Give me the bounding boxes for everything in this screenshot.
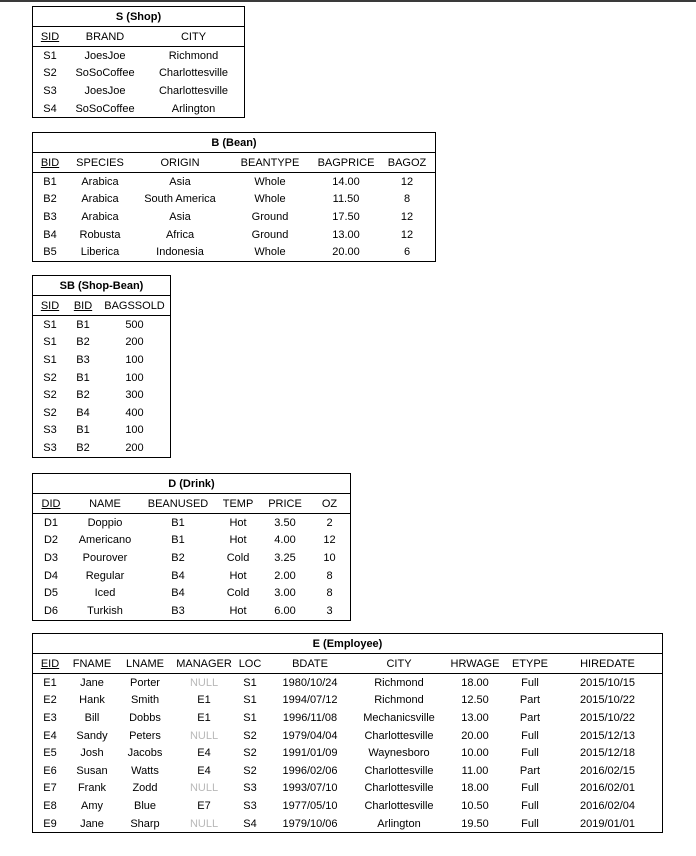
table-cell: E7 [43, 782, 57, 795]
table-cell: Dobbs [129, 711, 161, 724]
table-row [33, 386, 170, 404]
table-cell: 2016/02/04 [579, 799, 636, 812]
table-cell: 12.50 [461, 694, 489, 707]
table-cell: E1 [197, 711, 211, 724]
table-cell: S1 [43, 336, 57, 349]
column-header: CITY [143, 27, 244, 47]
table-cell: D5 [43, 587, 59, 600]
table-cell: Sharp [130, 817, 160, 830]
table-cell: 300 [125, 389, 144, 402]
table-cell: S4 [243, 817, 257, 830]
table-cell: B1 [171, 534, 185, 547]
table-row [33, 191, 435, 209]
table-cell: S1 [243, 694, 257, 707]
table-cell: B1 [171, 516, 185, 529]
column-header: BID [33, 153, 67, 173]
table-cell: 6 [403, 246, 411, 259]
table-cell: 100 [125, 371, 144, 384]
table-cell: Full [521, 729, 539, 742]
table-row [33, 797, 662, 815]
table-cell: 2015/12/18 [579, 747, 636, 760]
table-cell: 12 [400, 228, 414, 241]
table-cell: S2 [243, 729, 257, 742]
column-header: SPECIES [67, 153, 133, 173]
table-row [33, 173, 435, 191]
table-cell: S2 [43, 406, 57, 419]
table-cell: Jane [80, 676, 104, 689]
table-cell: South America [144, 193, 216, 206]
table-cell: Porter [130, 676, 160, 689]
table-cell: Turkish [87, 604, 123, 617]
table-cell: Asia [169, 210, 191, 223]
table-cell: Hot [229, 604, 247, 617]
table-row [33, 47, 244, 65]
table-cell: Arlington [377, 817, 421, 830]
table-row [33, 709, 662, 727]
table-cell: Richmond [374, 694, 424, 707]
table-cell: Charlottesville [364, 764, 434, 777]
table-cell: Sandy [76, 729, 108, 742]
table-cell: B5 [43, 246, 57, 259]
table-cell: 1993/07/10 [282, 782, 338, 795]
table-cell: Cold [226, 587, 250, 600]
table-cell: Frank [77, 782, 107, 795]
table-cell: Whole [254, 193, 286, 206]
table-cell: SoSoCoffee [75, 67, 135, 80]
table-cell: 2015/10/22 [579, 694, 636, 707]
table-cell: S4 [43, 102, 57, 115]
table-cell: 200 [125, 441, 144, 454]
table-cell: NULL [189, 782, 219, 795]
table-cell: E6 [43, 764, 57, 777]
table-cell: Charlottesville [364, 799, 434, 812]
table-cell: Part [519, 764, 541, 777]
table-cell: 3 [326, 604, 333, 617]
table-cell: 3.50 [274, 516, 296, 529]
column-header: DID [33, 494, 69, 514]
table-cell: D3 [43, 551, 59, 564]
column-header: BAGSSOLD [99, 296, 170, 316]
table-cell: Iced [94, 587, 116, 600]
table-cell: 18.00 [461, 782, 489, 795]
table-cell: D1 [43, 516, 59, 529]
table-cell: 17.50 [332, 210, 360, 223]
column-header: ORIGIN [133, 153, 227, 173]
table-cell: Josh [80, 747, 104, 760]
table-cell: E8 [43, 799, 57, 812]
table-row [33, 744, 662, 762]
table-cell: Full [521, 676, 539, 689]
table-cell: B2 [76, 336, 90, 349]
employee-table [32, 633, 663, 833]
table-row [33, 82, 244, 100]
column-header: PRICE [261, 494, 309, 514]
table-cell: E4 [197, 764, 211, 777]
table-cell: Richmond [374, 676, 424, 689]
table-cell: 12 [400, 175, 414, 188]
header-row [33, 296, 170, 316]
table-cell: B4 [43, 228, 57, 241]
table-cell: Jacobs [127, 747, 163, 760]
table-cell: Full [521, 782, 539, 795]
table-cell: 200 [125, 336, 144, 349]
table-cell: B2 [76, 389, 90, 402]
table-cell: Peters [129, 729, 161, 742]
table-cell: 6.00 [274, 604, 296, 617]
table-cell: S2 [243, 747, 257, 760]
table-cell: 8 [326, 587, 333, 600]
table-cell: Asia [169, 175, 191, 188]
table-cell: B4 [171, 587, 185, 600]
table-cell: S2 [43, 67, 57, 80]
table-title: S (Shop) [33, 7, 244, 27]
table-cell: 11.00 [461, 764, 489, 777]
table-cell: Arlington [171, 102, 216, 115]
table-row [33, 334, 170, 352]
table-cell: Doppio [87, 516, 123, 529]
table-cell: S1 [43, 49, 57, 62]
table-row [33, 439, 170, 457]
column-header: BAGOZ [379, 153, 435, 173]
table-cell: Zodd [132, 782, 158, 795]
table-cell: Whole [254, 246, 286, 259]
table-cell: Full [521, 817, 539, 830]
table-cell: NULL [189, 817, 219, 830]
table-cell: SoSoCoffee [75, 102, 135, 115]
table-cell: Liberica [80, 246, 120, 259]
table-row [33, 602, 350, 620]
table-row [33, 226, 435, 244]
table-cell: B4 [76, 406, 90, 419]
table-cell: E3 [43, 711, 57, 724]
table-cell: Amy [81, 799, 103, 812]
table-cell: B3 [43, 210, 57, 223]
table-cell: 1994/07/12 [282, 694, 338, 707]
drink-table [32, 473, 351, 621]
table-cell: Hot [229, 516, 247, 529]
table-cell: S3 [243, 782, 257, 795]
table-cell: 2015/10/22 [579, 711, 636, 724]
column-header: LNAME [117, 654, 173, 674]
header-row [33, 153, 435, 173]
table-cell: S2 [43, 371, 57, 384]
table-row [33, 243, 435, 261]
table-title-row [33, 474, 350, 494]
table-cell: B3 [76, 353, 90, 366]
table-title-row [33, 276, 170, 296]
table-cell: Arabica [81, 210, 119, 223]
table-row [33, 674, 662, 692]
table-cell: Part [519, 711, 541, 724]
column-header: SID [33, 296, 67, 316]
table-row [33, 762, 662, 780]
table-cell: 2015/12/13 [579, 729, 636, 742]
table-cell: E7 [197, 799, 211, 812]
table-cell: 8 [403, 193, 411, 206]
table-title: D (Drink) [33, 474, 350, 494]
table-cell: 400 [125, 406, 144, 419]
table-title: SB (Shop-Bean) [33, 276, 170, 296]
column-header: OZ [309, 494, 350, 514]
table-cell: JoesJoe [84, 49, 126, 62]
table-row [33, 316, 170, 334]
table-cell: E4 [197, 747, 211, 760]
top-border [0, 0, 696, 2]
table-cell: E9 [43, 817, 57, 830]
table-cell: 19.50 [461, 817, 489, 830]
table-cell: 20.00 [461, 729, 489, 742]
table-cell: B2 [76, 441, 90, 454]
table-cell: D4 [43, 569, 59, 582]
table-row [33, 208, 435, 226]
column-header: MANAGER [173, 654, 235, 674]
table-cell: Susan [76, 764, 108, 777]
table-title-row [33, 634, 662, 654]
table-title: E (Employee) [33, 634, 662, 654]
table-cell: Arabica [81, 193, 119, 206]
table-cell: 100 [125, 424, 144, 437]
table-cell: Africa [165, 228, 195, 241]
table-cell: B3 [171, 604, 185, 617]
table-row [33, 514, 350, 532]
table-cell: Blue [133, 799, 157, 812]
table-row [33, 351, 170, 369]
column-header: HRWAGE [443, 654, 507, 674]
table-cell: Full [521, 799, 539, 812]
table-cell: B1 [76, 371, 90, 384]
table-cell: Indonesia [156, 246, 204, 259]
column-header: BID [67, 296, 99, 316]
table-cell: Charlottesville [364, 782, 434, 795]
table-cell: Part [519, 694, 541, 707]
table-row [33, 100, 244, 118]
table-cell: D2 [43, 534, 59, 547]
table-cell: B2 [43, 193, 57, 206]
table-cell: JoesJoe [84, 84, 126, 97]
column-header: TEMP [215, 494, 261, 514]
table-cell: 13.00 [332, 228, 360, 241]
table-cell: Richmond [168, 49, 219, 62]
table-cell: S1 [43, 318, 57, 331]
table-cell: 1979/04/04 [282, 729, 338, 742]
table-cell: Cold [226, 551, 250, 564]
table-cell: E4 [43, 729, 57, 742]
table-cell: S1 [243, 676, 257, 689]
table-cell: Watts [131, 764, 159, 777]
table-row [33, 549, 350, 567]
table-cell: 10 [323, 551, 336, 564]
table-cell: S2 [243, 764, 257, 777]
table-cell: D6 [43, 604, 59, 617]
table-cell: B4 [171, 569, 185, 582]
table-cell: E1 [43, 676, 57, 689]
table-cell: Ground [251, 228, 289, 241]
table-row [33, 727, 662, 745]
table-cell: Ground [251, 210, 289, 223]
column-header: BEANUSED [141, 494, 215, 514]
table-cell: Hot [229, 534, 247, 547]
table-cell: B1 [76, 424, 90, 437]
table-cell: E5 [43, 747, 57, 760]
column-header: BRAND [67, 27, 143, 47]
shop-table [32, 6, 245, 118]
column-header: BAGPRICE [313, 153, 379, 173]
table-cell: Charlottesville [364, 729, 434, 742]
table-cell: B1 [43, 175, 57, 188]
table-cell: E2 [43, 694, 57, 707]
table-cell: Hank [79, 694, 105, 707]
table-cell: Whole [254, 175, 286, 188]
table-cell: E1 [197, 694, 211, 707]
table-cell: 1996/11/08 [282, 711, 338, 724]
header-row [33, 494, 350, 514]
table-cell: S3 [43, 84, 57, 97]
table-cell: Waynesboro [368, 747, 430, 760]
table-cell: 2015/10/15 [579, 676, 636, 689]
table-title-row [33, 7, 244, 27]
header-row [33, 27, 244, 47]
table-cell: NULL [189, 729, 219, 742]
column-header: LOC [235, 654, 265, 674]
table-cell: NULL [189, 676, 219, 689]
column-header: CITY [355, 654, 443, 674]
table-cell: 11.50 [332, 193, 360, 206]
table-cell: Smith [130, 694, 160, 707]
table-cell: 100 [125, 353, 144, 366]
table-title: B (Bean) [33, 133, 435, 153]
table-row [33, 422, 170, 440]
table-cell: 18.00 [461, 676, 489, 689]
column-header: ETYPE [507, 654, 553, 674]
table-row [33, 404, 170, 422]
table-cell: 10.00 [461, 747, 489, 760]
table-cell: S3 [243, 799, 257, 812]
table-cell: 2 [326, 516, 333, 529]
table-cell: Hot [229, 569, 247, 582]
table-cell: 13.00 [461, 711, 489, 724]
table-cell: 12 [400, 210, 414, 223]
column-header: NAME [69, 494, 141, 514]
table-cell: 10.50 [461, 799, 489, 812]
table-cell: 2019/01/01 [579, 817, 636, 830]
table-cell: 1980/10/24 [282, 676, 338, 689]
table-cell: Mechanicsville [363, 711, 435, 724]
table-cell: Americano [78, 534, 132, 547]
table-cell: Robusta [79, 228, 121, 241]
table-cell: S3 [43, 424, 57, 437]
table-cell: Pourover [82, 551, 128, 564]
table-cell: B2 [171, 551, 185, 564]
table-row [33, 692, 662, 710]
table-cell: 8 [326, 569, 333, 582]
table-row [33, 532, 350, 550]
table-row [33, 815, 662, 833]
header-row [33, 654, 662, 674]
table-cell: 2016/02/01 [579, 782, 636, 795]
column-header: EID [33, 654, 67, 674]
table-cell: 2016/02/15 [579, 764, 636, 777]
table-cell: Arabica [81, 175, 119, 188]
table-cell: S1 [243, 711, 257, 724]
table-cell: Charlottesville [158, 67, 229, 80]
column-header: HIREDATE [553, 654, 662, 674]
table-row [33, 65, 244, 83]
table-cell: B1 [76, 318, 90, 331]
table-cell: 20.00 [332, 246, 360, 259]
table-cell: 2.00 [274, 569, 296, 582]
table-cell: Full [521, 747, 539, 760]
table-cell: 14.00 [332, 175, 360, 188]
table-row [33, 780, 662, 798]
table-cell: 500 [125, 318, 144, 331]
table-cell: S2 [43, 389, 57, 402]
column-header: BDATE [265, 654, 355, 674]
table-cell: 4.00 [274, 534, 296, 547]
table-cell: 1977/05/10 [282, 799, 338, 812]
table-cell: 1996/02/06 [282, 764, 338, 777]
table-cell: 3.25 [274, 551, 296, 564]
shop-bean-table [32, 275, 171, 458]
table-cell: Bill [84, 711, 100, 724]
table-cell: 1979/10/06 [282, 817, 338, 830]
table-cell: Charlottesville [158, 84, 229, 97]
table-cell: 3.00 [274, 587, 296, 600]
table-row [33, 584, 350, 602]
table-title-row [33, 133, 435, 153]
table-cell: 12 [323, 534, 336, 547]
bean-table [32, 132, 436, 262]
table-cell: Jane [80, 817, 104, 830]
table-cell: Regular [85, 569, 125, 582]
table-row [33, 369, 170, 387]
table-cell: 1991/01/09 [282, 747, 338, 760]
table-cell: S1 [43, 353, 57, 366]
column-header: SID [33, 27, 67, 47]
table-row [33, 567, 350, 585]
column-header: FNAME [67, 654, 117, 674]
table-cell: S3 [43, 441, 57, 454]
column-header: BEANTYPE [227, 153, 313, 173]
